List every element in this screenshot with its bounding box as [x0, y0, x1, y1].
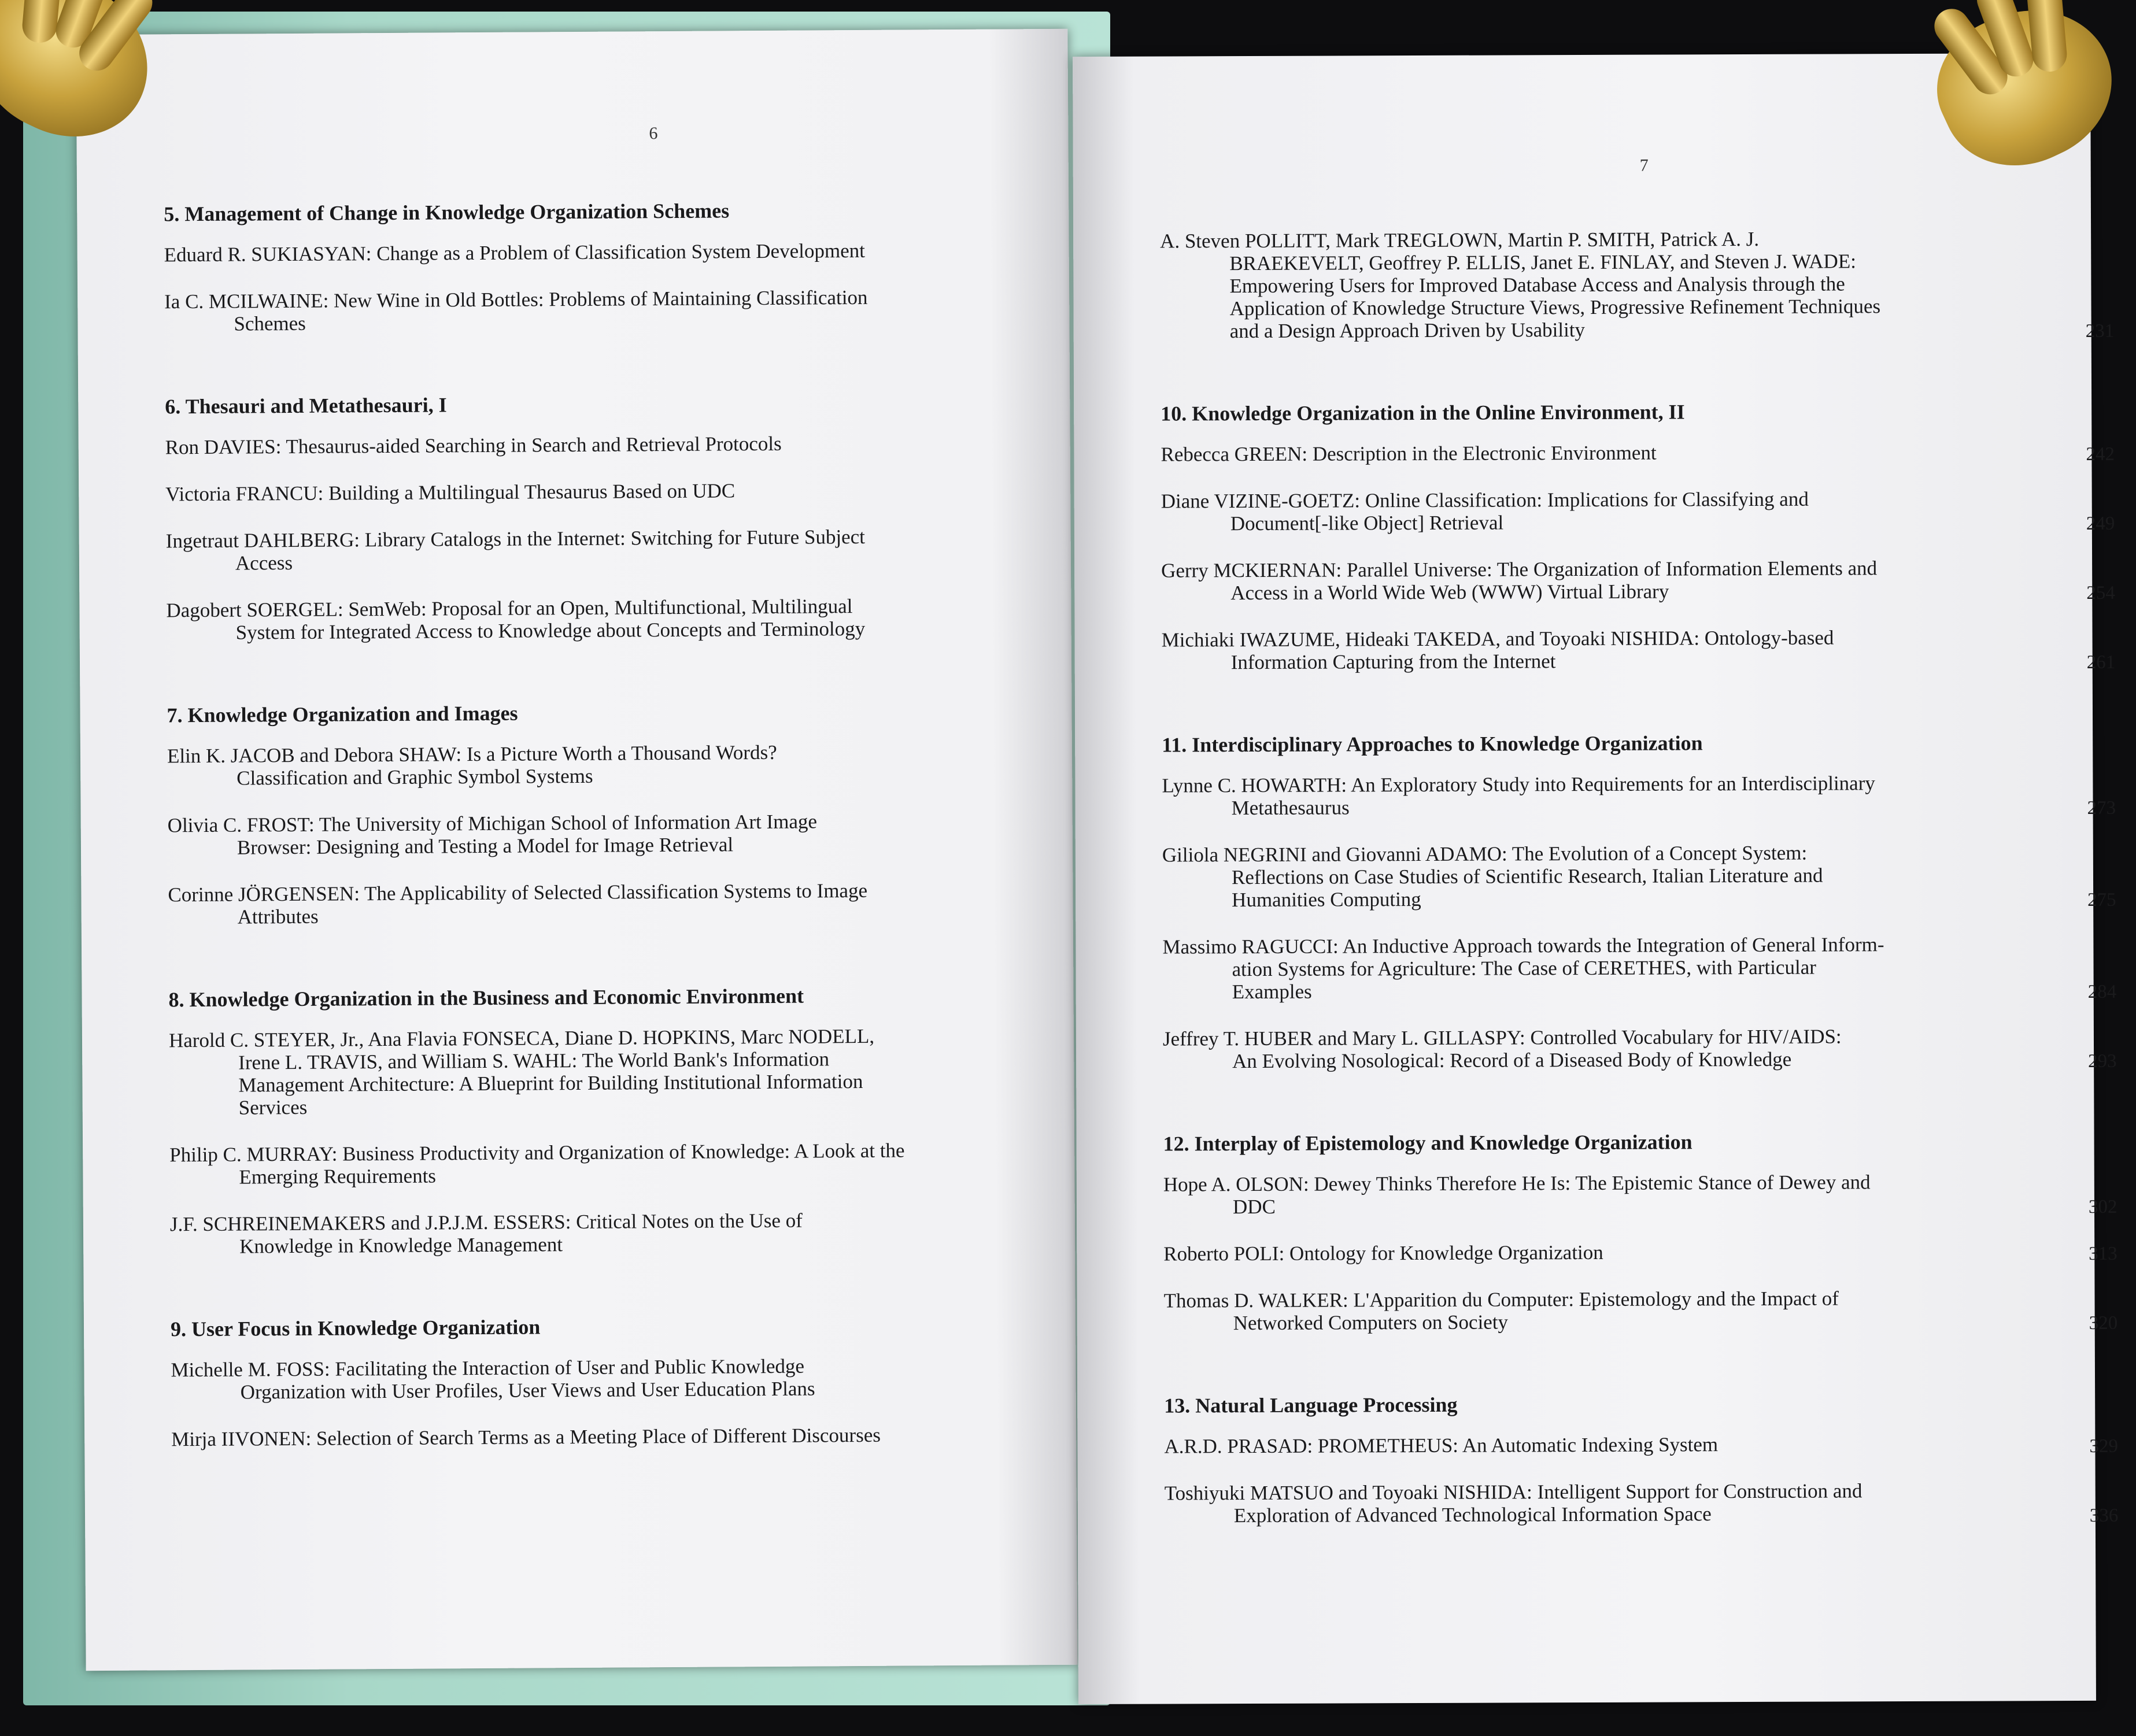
- entry-author-title: Philip C. MURRAY: Business Productivity and Organization of Knowledge: A Look at the: [169, 1139, 905, 1167]
- entry-page-number: 273: [2087, 797, 2116, 819]
- entry-continuation: Organization with User Profiles, User Views and User Education Plans: [240, 1377, 815, 1404]
- entry-page-number: 320: [2089, 1312, 2118, 1334]
- toc-entry: [168, 879, 1000, 929]
- entry-author-title: Ia C. MCILWAINE: New Wine in Old Bottles: Problems of Maintaining Classification: [164, 286, 868, 313]
- section-heading: 5. Management of Change in Knowledge Organization Schemes: [164, 199, 730, 226]
- toc-entry: [1163, 1171, 2117, 1219]
- entry-continuation: Document[-like Object] Retrieval: [1230, 511, 1504, 535]
- entry-page-number: 293: [2088, 1050, 2117, 1072]
- entry-author-title: Giliola NEGRINI and Giovanni ADAMO: The Evolution of a Concept System:: [1162, 841, 1808, 867]
- left-page: [76, 29, 1077, 1671]
- right-page-number: 7: [1639, 156, 1649, 175]
- entry-author-title: Olivia C. FROST: The University of Michigan School of Information Art Image: [167, 810, 818, 837]
- entry-author-title: Massimo RAGUCCI: An Inductive Approach towards the Integration of General Inform-: [1162, 933, 1884, 958]
- section-heading: 11. Interdisciplinary Approaches to Knowledge Organization: [1162, 731, 1703, 757]
- entry-author-title: Elin K. JACOB and Debora SHAW: Is a Picture Worth a Thousand Words?: [167, 741, 777, 768]
- entry-page-number: 313: [2089, 1243, 2117, 1264]
- entry-author-title: Roberto POLI: Ontology for Knowledge Organization: [1163, 1241, 1603, 1265]
- entry-author-title: Harold C. STEYER, Jr., Ana Flavia FONSECA, Diane D. HOPKINS, Marc NODELL,: [168, 1024, 875, 1052]
- entry-author-title: Eduard R. SUKIASYAN: Change as a Problem of Classification System Development: [164, 239, 865, 266]
- entry-author-title: Victoria FRANCU: Building a Multilingual Thesaurus Based on UDC: [165, 479, 736, 506]
- toc-entry: [1163, 1287, 2118, 1335]
- entry-continuation: Access in a World Wide Web (WWW) Virtual Library: [1230, 580, 1669, 605]
- entry-continuation: Access: [235, 551, 293, 575]
- toc-entry: [168, 809, 1000, 860]
- entry-author-title: Toshiyuki MATSUO and Toyoaki NISHIDA: Intelligent Support for Construction and: [1164, 1479, 1862, 1505]
- entry-continuation: Browser: Designing and Testing a Model for Image Retrieval: [236, 833, 734, 859]
- entry-page-number: 242: [2086, 443, 2115, 465]
- entry-author-title: J.F. SCHREINEMAKERS and J.P.J.M. ESSERS: Critical Notes on the Use of: [169, 1209, 803, 1236]
- entry-continuation: Classification and Graphic Symbol Systems: [236, 764, 593, 790]
- entry-author-title: Michiaki IWAZUME, Hideaki TAKEDA, and Toyoaki NISHIDA: Ontology-based: [1161, 626, 1834, 652]
- entry-continuation: Attributes: [237, 905, 319, 928]
- section-heading: 9. User Focus in Knowledge Organization: [170, 1315, 541, 1341]
- entry-author-title: Hope A. OLSON: Dewey Thinks Therefore He Is: The Epistemic Stance of Dewey and: [1163, 1171, 1871, 1196]
- toc-entry: [166, 594, 999, 645]
- toc-entry: [1164, 1433, 2118, 1458]
- entry-author-title: Lynne C. HOWARTH: An Exploratory Study into Requirements for an Interdisciplinary: [1162, 772, 1875, 797]
- toc-entry: [165, 478, 998, 506]
- section-heading: 13. Natural Language Processing: [1164, 1393, 1458, 1417]
- toc-entry: [1162, 841, 2116, 912]
- entry-page-number: 284: [2087, 981, 2117, 1002]
- toc-entry: [1161, 626, 2116, 674]
- entry-continuation: Knowledge in Knowledge Management: [239, 1233, 563, 1258]
- entry-continuation: ation Systems for Agriculture: The Case of CERETHES, with Particular: [1232, 956, 1816, 981]
- entry-continuation: Exploration of Advanced Technological Information Space: [1233, 1502, 1712, 1527]
- toc-entry: [171, 1354, 1003, 1404]
- toc-entry: [164, 286, 997, 336]
- entry-continuation: Examples: [1232, 980, 1312, 1004]
- toc-entry: [165, 431, 998, 459]
- entry-continuation: Management Architecture: A Blueprint for Building Institutional Information: [238, 1069, 863, 1097]
- toc-entry: [169, 1024, 1002, 1120]
- entry-author-title: A.R.D. PRASAD: PROMETHEUS: An Automatic Indexing System: [1164, 1433, 1719, 1458]
- entry-continuation: Schemes: [234, 312, 306, 335]
- entry-author-title: Ron DAVIES: Thesaurus-aided Searching in Search and Retrieval Protocols: [165, 432, 782, 459]
- entry-author-title: A. Steven POLLITT, Mark TREGLOWN, Martin P. SMITH, Patrick A. J.: [1160, 227, 1760, 253]
- entry-continuation: System for Integrated Access to Knowledge about Concepts and Terminology: [235, 617, 866, 644]
- section-heading: 6. Thesauri and Metathesauri, I: [165, 393, 447, 419]
- entry-continuation: Services: [238, 1095, 308, 1119]
- entry-continuation: BRAEKEVELT, Geoffrey P. ELLIS, Janet E. FINLAY, and Steven J. WADE:: [1229, 250, 1856, 275]
- section-heading: 12. Interplay of Epistemology and Knowledge Organization: [1163, 1130, 1692, 1156]
- entry-continuation: Emerging Requirements: [239, 1164, 437, 1189]
- entry-page-number: 254: [2086, 582, 2115, 604]
- toc-entry: [171, 1423, 1004, 1451]
- toc-entry: [1161, 557, 2115, 605]
- entry-continuation: An Evolving Nosological: Record of a Diseased Body of Knowledge: [1232, 1047, 1792, 1073]
- left-page-number: 6: [649, 124, 658, 143]
- entry-page-number: 329: [2089, 1435, 2118, 1457]
- toc-entry: [1162, 1025, 2117, 1073]
- toc-entry: [1163, 1240, 2117, 1265]
- entry-author-title: Ingetraut DAHLBERG: Library Catalogs in the Internet: Switching for Future Subject: [165, 525, 866, 553]
- right-toc: [1073, 53, 2119, 1527]
- toc-entry: [164, 239, 997, 266]
- entry-author-title: Dagobert SOERGEL: SemWeb: Proposal for an Open, Multifunctional, Multilingual: [166, 595, 853, 622]
- section-heading: 8. Knowledge Organization in the Business and Economic Environment: [168, 984, 804, 1012]
- entry-author-title: Gerry MCKIERNAN: Parallel Universe: The Organization of Information Elements and: [1161, 557, 1878, 582]
- section-heading: 10. Knowledge Organization in the Online Environment, II: [1161, 400, 1685, 425]
- toc-entry: [1161, 487, 2115, 535]
- entry-continuation: Empowering Users for Improved Database Access and Analysis through the: [1229, 272, 1845, 298]
- toc-entry: [1164, 1479, 2119, 1527]
- entry-page-number: 336: [2089, 1505, 2119, 1526]
- entry-continuation: DDC: [1232, 1195, 1276, 1219]
- entry-author-title: Rebecca GREEN: Description in the Electronic Environment: [1161, 441, 1657, 466]
- entry-page-number: 261: [2086, 652, 2116, 673]
- entry-continuation: Irene L. TRAVIS, and William S. WAHL: The World Bank's Information: [238, 1047, 830, 1074]
- toc-entry: [169, 1139, 1002, 1189]
- entry-continuation: and a Design Approach Driven by Usability: [1229, 318, 1586, 343]
- entry-page-number: 249: [2086, 513, 2115, 534]
- toc-entry: [1161, 441, 2115, 466]
- entry-author-title: Corinne JÖRGENSEN: The Applicability of Selected Classification Systems to Image: [168, 879, 868, 906]
- right-page: [1073, 53, 2119, 1704]
- toc-entry: [1160, 227, 2115, 343]
- section-heading: 7. Knowledge Organization and Images: [167, 701, 518, 727]
- entry-continuation: Information Capturing from the Internet: [1230, 650, 1556, 674]
- entry-page-number: 302: [2088, 1196, 2117, 1217]
- entry-author-title: Jeffrey T. HUBER and Mary L. GILLASPY: Controlled Vocabulary for HIV/AIDS:: [1162, 1025, 1842, 1050]
- entry-continuation: Humanities Computing: [1232, 887, 1421, 912]
- toc-entry: [170, 1208, 1003, 1258]
- entry-author-title: Mirja IIVONEN: Selection of Search Terms as a Meeting Place of Different Discourses: [171, 1423, 881, 1451]
- toc-entry: [167, 740, 1000, 790]
- entry-continuation: Reflections on Case Studies of Scientific Research, Italian Literature and: [1231, 864, 1823, 889]
- toc-entry: [1162, 772, 2116, 820]
- entry-author-title: Diane VIZINE-GOETZ: Online Classification: Implications for Classifying and: [1161, 487, 1809, 513]
- entry-page-number: 231: [2085, 320, 2115, 342]
- entry-continuation: Metathesaurus: [1231, 796, 1350, 820]
- toc-entry: [166, 525, 999, 575]
- toc-entry: [1162, 933, 2117, 1004]
- entry-page-number: 275: [2087, 889, 2116, 910]
- entry-author-title: Thomas D. WALKER: L'Apparition du Computer: Epistemology and the Impact of: [1163, 1287, 1839, 1312]
- entry-continuation: Networked Computers on Society: [1233, 1311, 1509, 1335]
- entry-author-title: Michelle M. FOSS: Facilitating the Interaction of User and Public Knowledge: [171, 1354, 805, 1382]
- entry-continuation: Application of Knowledge Structure Views, Progressive Refinement Techniques: [1229, 295, 1881, 320]
